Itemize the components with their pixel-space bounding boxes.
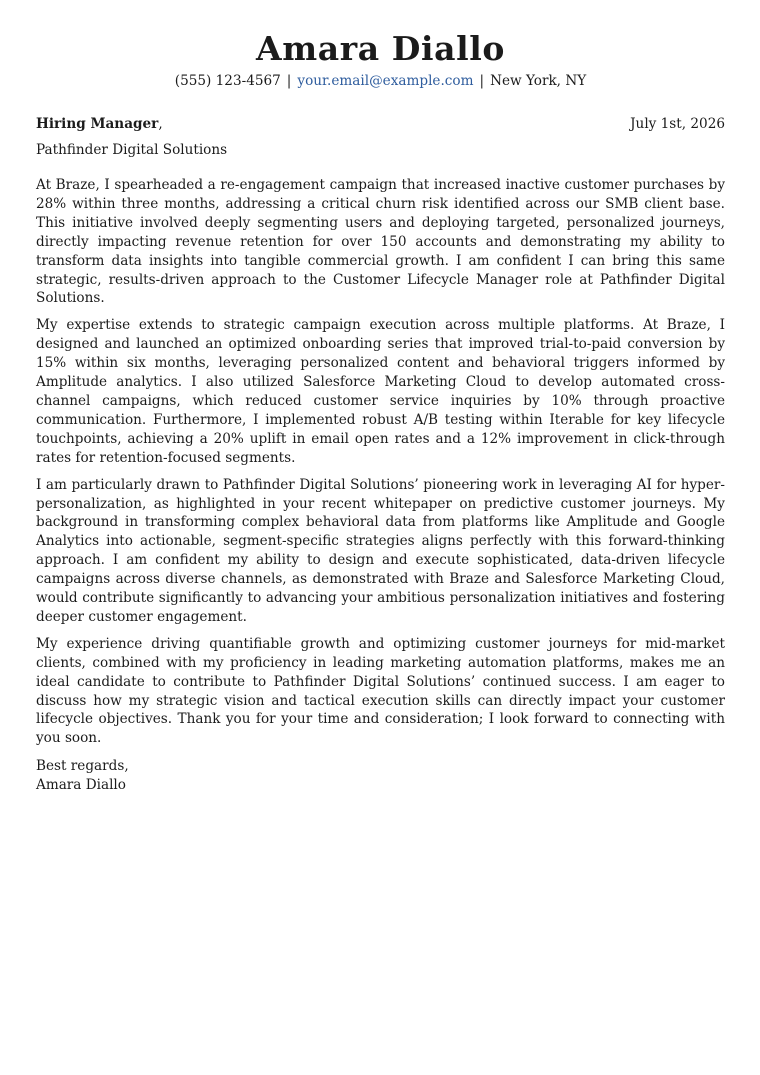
recipient-company: Pathfinder Digital Solutions (36, 142, 228, 158)
recipient-greeting (36, 115, 163, 133)
recipient-name-suffix: , (158, 116, 163, 132)
recipient-row (36, 115, 725, 133)
phone-number: (555) 123-4567 (174, 73, 281, 89)
signature-name: Amara Diallo (36, 777, 126, 794)
recipient-name: Hiring Manager (36, 116, 159, 132)
closing-salutation: Best regards, (36, 758, 129, 775)
contact-line (36, 72, 725, 90)
closing-block (36, 757, 725, 795)
applicant-name: Amara Diallo (256, 29, 505, 68)
letter-page (36, 0, 725, 795)
letter-date: July 1st, 2026 (630, 116, 725, 132)
letter-body (36, 176, 725, 748)
body-paragraph: My expertise extends to strategic campaign execution across multiple platforms. At Braze, I designed and launched an optimized onboarding series that improved trial-to-paid conversion by 15% within six months, leveraging personalized content and behavioral triggers informed by Amplitude analytics. I also utilized Salesforce Marketing Cloud to develop automated cross-channel campaigns, which reduced customer service inquiries by 10% through proactive communication. Furthermore, I implemented robust A/B testing within Iterable for key lifecycle touchpoints, achieving a 20% uplift in email open rates and a 12% improvement in click-through rates for retention-focused segments. (36, 317, 725, 466)
location: New York, NY (490, 73, 587, 89)
email-link[interactable]: your.email@example.com (297, 73, 474, 89)
body-paragraph: At Braze, I spearheaded a re-engagement campaign that increased inactive customer purchases by 28% within three months, addressing a critical churn risk identified across our SMB client base. This initiative involved deeply segmenting users and deploying targeted, personalized journeys, directly impacting revenue retention for over 150 accounts and demonstrating my ability to transform data insights into tangible commercial growth. I am confident I can bring this same strategic, results-driven approach to the Customer Lifecycle Manager role at Pathfinder Digital Solutions. (36, 177, 725, 307)
body-paragraph: My experience driving quantifiable growth and optimizing customer journeys for mid-market clients, combined with my proficiency in leading marketing automation platforms, makes me an ideal candidate to contribute to Pathfinder Digital Solutions’ continued success. I am eager to discuss how my strategic vision and tactical execution skills can directly impact your customer lifecycle objectives. Thank you for your time and consideration; I look forward to connecting with you soon. (36, 635, 725, 747)
body-paragraph: I am particularly drawn to Pathfinder Digital Solutions’ pioneering work in leveraging AI for hyper-personalization, as highlighted in your recent whitepaper on predictive customer journeys. My background in transforming complex behavioral data from platforms like Amplitude and Google Analytics into actionable, segment-specific strategies aligns perfectly with this forward-thinking approach. I am confident my ability to design and execute sophisticated, data-driven lifecycle campaigns across diverse channels, as demonstrated with Braze and Salesforce Marketing Cloud, would contribute significantly to advancing your ambitious personalization initiatives and fostering deeper customer engagement. (36, 476, 725, 625)
contact-separator: | (286, 73, 292, 89)
contact-separator: | (479, 73, 485, 89)
